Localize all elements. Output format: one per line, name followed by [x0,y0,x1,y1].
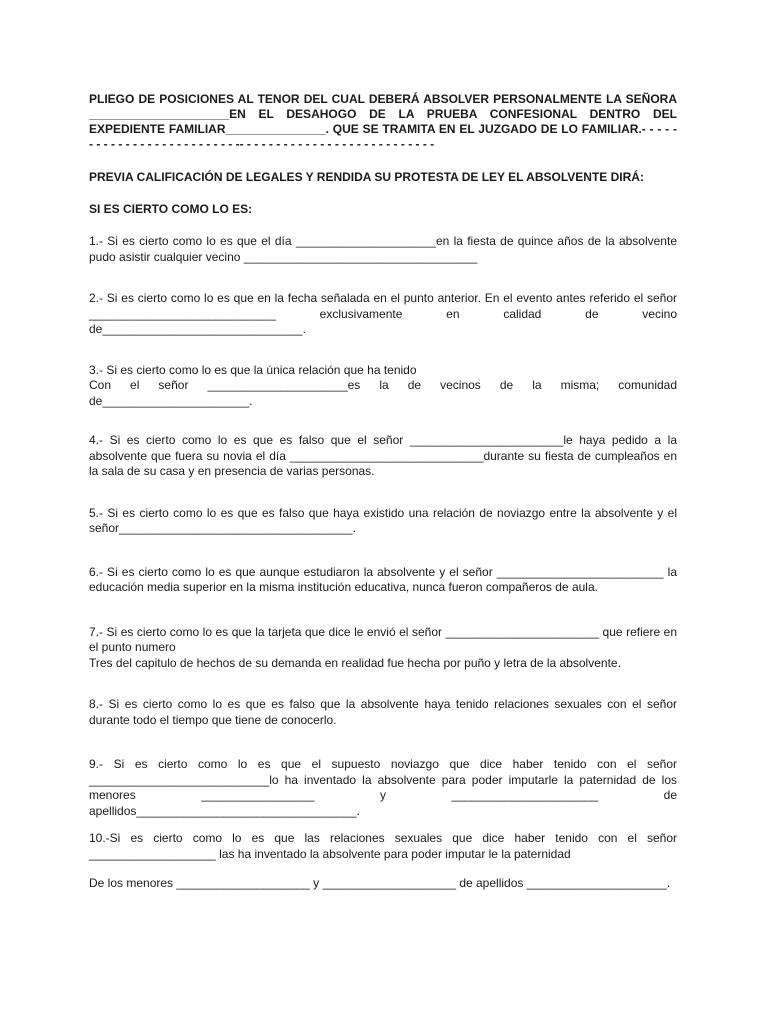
position-5: 5.- Si es cierto como lo es que es falso que haya existido una relación de noviazgo entre la absolvente y el señor___________________________________. [89,505,677,535]
position-10 [89,831,677,892]
position-8: 8.- Si es cierto como lo es que es falso que la absolvente haya tenido relaciones sexuales con el señor durante todo el tiempo que tiene de conocerlo. [89,697,677,727]
document-subtitle: PREVIA CALIFICACIÓN DE LEGALES Y RENDIDA SU PROTESTA DE LEY EL ABSOLVENTE DIRÁ: [89,170,644,184]
position-7-line-2: Tres del capitulo de hechos de su demanda en realidad fue hecha por puño y letra de la absolvente. [89,655,621,670]
position-2: 2.- Si es cierto como lo es que en la fecha señalada en el punto anterior. En el evento antes referido el señor ____________________________ exclusivamente en calidad de vecino de______________________________. [89,291,677,336]
position-1: 1.- Si es cierto como lo es que el día _____________________en la fiesta de quince años de la absolvente pudo asistir cualquier vecino ___________________________________ [89,234,677,264]
position-3-line-1: 3.- Si es cierto como lo es que la única relación que ha tenido [89,362,417,377]
position-4: 4.- Si es cierto como lo es que es falso que el señor _______________________le haya pedido a la absolvente que fuera su novia el día _____________________________durante su fiesta de cumpleaños en la sala de su casa y en presencia de varias personas. [89,433,677,478]
position-3-line-2: Con el señor _____________________es la de vecinos de la misma; comunidad de______________________. [89,378,677,408]
position-7 [89,625,677,672]
position-7-line-1: 7.- Si es cierto como lo es que la tarjeta que dice le envió el señor _______________________ que refiere en el punto numero [89,624,677,654]
position-10-line-2: De los menores ____________________ y ____________________ de apellidos _____________________. [89,876,671,890]
positions-intro: SI ES CIERTO COMO LO ES: [89,202,253,216]
position-6: 6.- Si es cierto como lo es que aunque estudiaron la absolvente y el señor _________________________ la educación media superior en la misma institución educativa, nunca fueron compañeros de aula. [89,564,677,594]
position-9: 9.- Si es cierto como lo es que el supuesto noviazgo que dice haber tenido con el señor ___________________________lo ha inventado la absolvente para poder imputarle la paternidad de los menores _________________ y ______________________ de apellidos_________________________________. [89,757,677,818]
document-title: PLIEGO DE POSICIONES AL TENOR DEL CUAL DEBERÁ ABSOLVER PERSONALMENTE LA SEÑORA _____________________EN EL DESAHOGO DE LA PRUEBA CONFESIONAL DENTRO DEL EXPEDIENTE FAMILIAR_______________. QUE SE TRAMITA EN EL JUZGADO DE LO FAMILIAR.- - - - - - - - - - - - - - - - - - - - - - - - - -- - - - - - - - - - - - - - - - - - - - - - - - - - - [89,92,677,151]
position-10-line-1: 10.-Si es cierto como lo es que las relaciones sexuales que dice haber tenido con el señor ___________________ las ha inventado la absolvente para poder imputar le la paternidad [89,831,677,861]
position-3 [89,363,677,410]
